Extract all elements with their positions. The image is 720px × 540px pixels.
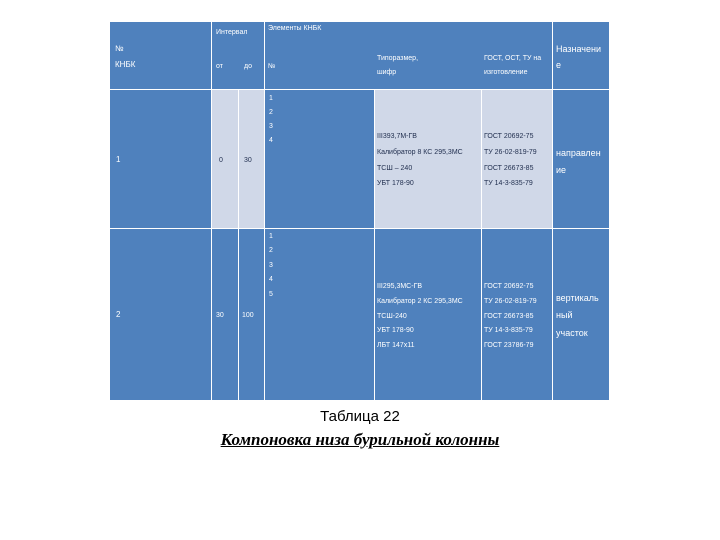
row2-purpose-line3: участок: [556, 328, 588, 338]
row2-type-2: Калибратор 2 КС 295,3МС: [377, 298, 463, 305]
header-from: от: [216, 63, 223, 70]
row2-gost-1: ГОСТ 20692-75: [484, 283, 534, 290]
row2-number: 2: [116, 310, 121, 319]
row1-gost-4: ТУ 14-3-835-79: [484, 180, 533, 187]
header-type-line1: Типоразмер,: [377, 55, 419, 62]
row2-gost-5: ГОСТ 23786-79: [484, 342, 534, 349]
row2-purpose-line1: вертикаль: [556, 293, 599, 303]
row2-type-4: УБТ 178-90: [377, 327, 414, 334]
row1-from-cell: [212, 90, 238, 228]
row2-type-1: III295,3МС-ГВ: [377, 283, 423, 290]
row2-type-3: ТСШ-240: [377, 313, 407, 320]
table-title: Компоновка низа бурильной колонны: [220, 430, 500, 449]
row1-to: 30: [244, 157, 252, 164]
header-knbk-cell: [110, 22, 211, 89]
row2-elem-no-1: 1: [269, 233, 273, 240]
header-purpose-line2: е: [556, 60, 562, 70]
table-caption: Таблица 22: [320, 408, 400, 425]
row1-type-1: III393,7M-ГВ: [377, 133, 417, 140]
header-type-line2: шифр: [377, 69, 397, 76]
header-interval: Интервал: [216, 29, 248, 36]
row1-elem-no-3: 3: [269, 123, 273, 130]
row1-type-4: УБТ 178-90: [377, 180, 414, 187]
row1-purpose-line2: ие: [556, 165, 567, 175]
row1-gost-3: ГОСТ 26673-85: [484, 165, 534, 172]
row1-elem-no-4: 4: [269, 137, 273, 144]
row1-number-cell: [110, 90, 211, 228]
header-purpose-cell: [553, 22, 609, 89]
row2-gost-4: ТУ 14-3-835-79: [484, 327, 533, 334]
row1-gost-1: ГОСТ 20692-75: [484, 133, 534, 140]
row1-number: 1: [116, 155, 121, 164]
row2-elem-no-3: 3: [269, 262, 273, 269]
header-gost-line1: ГОСТ, ОСТ, ТУ на: [484, 55, 542, 62]
header-no: №: [115, 44, 124, 53]
header-purpose-line1: Назначени: [556, 44, 601, 54]
row1-gost-2: ТУ 26-02-819-79: [484, 149, 537, 156]
row2-elem-no-5: 5: [269, 291, 273, 298]
row1-elem-no-1: 1: [269, 95, 273, 102]
row1-purpose-cell: [553, 90, 609, 228]
row1-type-cell: [375, 90, 481, 228]
row1-gost-cell: [482, 90, 552, 228]
row2-elem-no-cell: [265, 229, 374, 400]
row1-from: 0: [219, 157, 223, 164]
header-elements: Элементы КНБК: [268, 25, 322, 32]
row2-gost-2: ТУ 26-02-819-79: [484, 298, 537, 305]
row1-elem-no-2: 2: [269, 109, 273, 116]
header-gost-line2: изготовление: [484, 69, 528, 76]
row2-from: 30: [216, 312, 224, 319]
row2-number-cell: [110, 229, 211, 400]
row2-elem-no-4: 4: [269, 276, 273, 283]
header-to: до: [244, 63, 252, 70]
row2-elem-no-2: 2: [269, 247, 273, 254]
row1-type-3: ТСШ – 240: [377, 165, 413, 172]
row1-purpose-line1: направлен: [556, 148, 601, 158]
header-elem-no: №: [268, 63, 276, 70]
header-knbk: КНБК: [115, 60, 136, 69]
row2-purpose-line2: ный: [556, 310, 573, 320]
row2-type-5: ЛБТ 147х11: [377, 342, 415, 349]
row1-type-2: Калибратор 8 КС 295,3МС: [377, 149, 463, 156]
row2-gost-3: ГОСТ 26673-85: [484, 313, 534, 320]
row1-elem-no-cell: [265, 90, 374, 228]
row2-to: 100: [242, 312, 254, 319]
